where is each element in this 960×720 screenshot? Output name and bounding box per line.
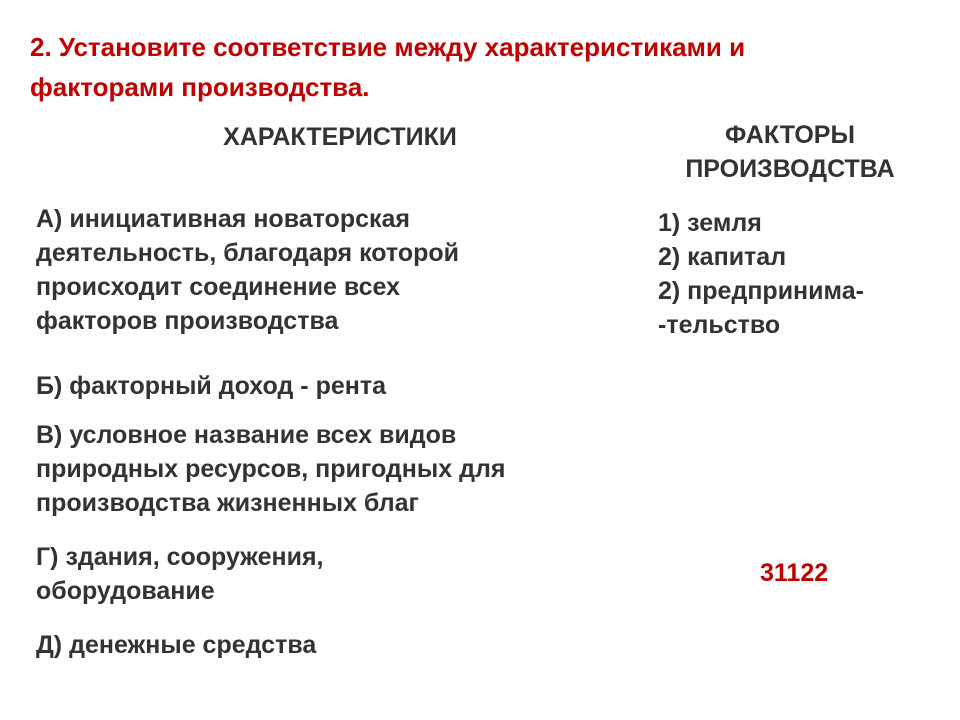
characteristic-v-line-2: природных ресурсов, пригодных для [36, 455, 506, 483]
factors-header-line-2: ПРОИЗВОДСТВА [685, 155, 895, 183]
characteristic-b-line-1: Б) факторный доход - рента [36, 372, 386, 400]
characteristic-item-a [36, 202, 656, 338]
factor-item-1: 1) земля [658, 209, 762, 237]
task-title-line-1: 2. Установите соответствие между характеристиками и [30, 32, 746, 62]
answer-code: 31122 [760, 559, 829, 587]
characteristic-d-line-1: Д) денежные средства [36, 631, 317, 659]
factor-item-3-continued: -тельство [658, 311, 781, 339]
characteristic-a-line-3: происходит соединение всех [36, 273, 401, 301]
characteristic-v-line-1: В) условное название всех видов [36, 421, 457, 449]
characteristic-v-line-3: производства жизненных благ [36, 489, 419, 517]
factor-item-2: 2) капитал [658, 243, 787, 271]
factors-header [650, 118, 930, 186]
characteristic-g-line-1: Г) здания, сооружения, [36, 543, 324, 571]
factor-item-3: 2) предпринима- [658, 277, 864, 305]
characteristics-header [160, 120, 520, 154]
characteristic-item-d [36, 628, 656, 662]
characteristic-a-line-1: А) инициативная новаторская [36, 205, 410, 233]
characteristic-a-line-2: деятельность, благодаря которой [36, 239, 460, 267]
characteristic-item-g [36, 540, 656, 608]
factors-header-line-1: ФАКТОРЫ [725, 121, 855, 149]
characteristic-g-line-2: оборудование [36, 577, 215, 605]
task-title [30, 27, 910, 107]
characteristic-item-v [36, 418, 656, 520]
characteristic-a-line-4: факторов производства [36, 307, 339, 335]
characteristics-header-text: ХАРАКТЕРИСТИКИ [223, 123, 457, 151]
task-title-line-2: факторами производства. [30, 72, 370, 102]
characteristic-item-b [36, 369, 656, 403]
factors-list [658, 206, 938, 342]
